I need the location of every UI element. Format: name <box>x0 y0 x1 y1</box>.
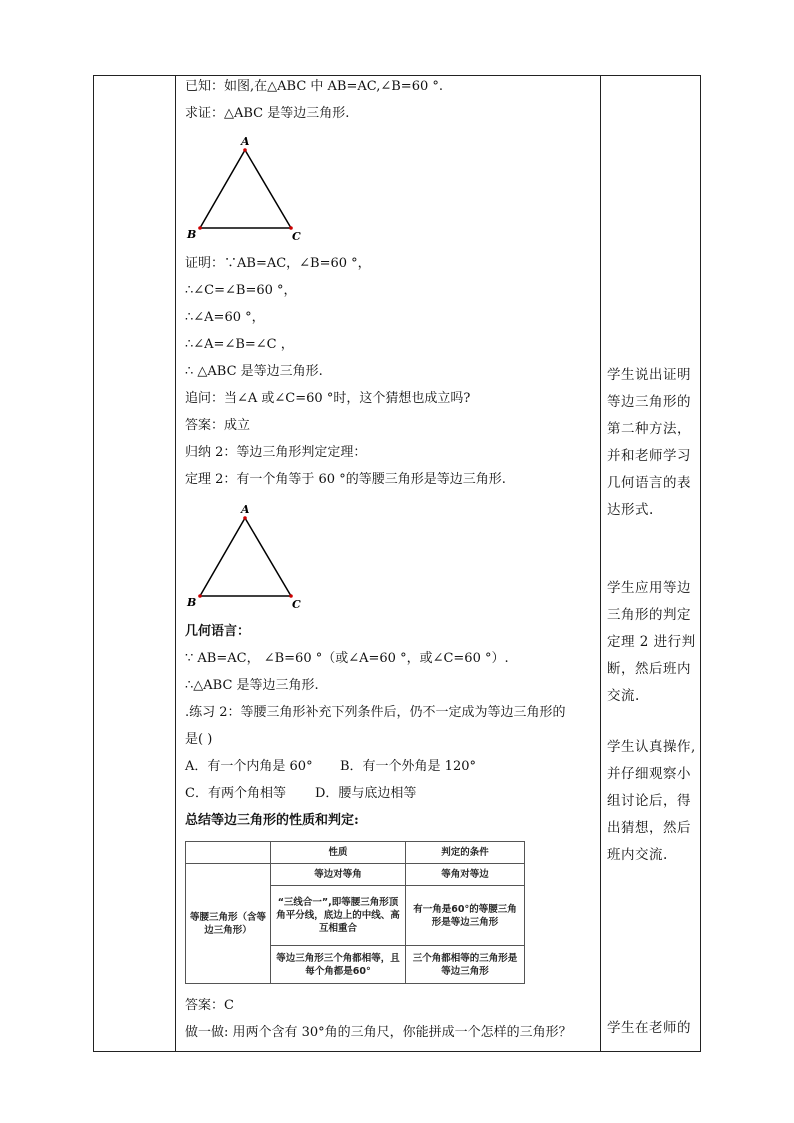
side-note-line: 达形式. <box>607 502 654 518</box>
side-note-apply-theorem <box>607 575 699 710</box>
side-note-line: 学生认真操作, <box>607 739 696 755</box>
proof-line: ∴∠C=∠B=60 °， <box>185 283 297 298</box>
side-note-line: 第二种方法， <box>607 421 691 437</box>
summary-title: 总结等边三角形的性质和判定: <box>185 813 359 828</box>
side-note-teacher <box>607 1015 699 1042</box>
side-note-line: 班内交流. <box>607 847 668 863</box>
induction-title: 归纳 2：等边三角形判定定理： <box>185 445 367 460</box>
side-note-line: 学生应用等边 <box>607 580 691 596</box>
exercise-question: .练习 2：等腰三角形补充下列条件后，仍不一定成为等边三角形的 <box>185 705 566 720</box>
exercise-question-cont: 是( ) <box>185 732 213 747</box>
geometry-language-title: 几何语言： <box>185 624 251 639</box>
vertex-label-b: B <box>187 596 197 609</box>
given-statement: 已知：如图,在△ABC 中 AB=AC,∠B=60 °. <box>185 79 444 94</box>
answer-line: 答案：C <box>185 998 234 1013</box>
followup-answer: 答案：成立 <box>185 418 251 433</box>
vertex-label-b: B <box>187 228 197 241</box>
triangle-figure-2 <box>185 503 315 613</box>
side-note-line: 定理 2 进行判 <box>607 634 696 650</box>
proof-line: ∴∠A=∠B=∠C ， <box>185 337 294 352</box>
side-note-line: 学生在老师的 <box>607 1020 691 1036</box>
side-note-line: 并仔细观察小 <box>607 766 691 782</box>
proof-line: 证明：∵AB=AC，∠B=60 °， <box>185 256 371 271</box>
table-row-label: 等腰三角形（含等边三角形） <box>186 864 271 984</box>
column-divider-left <box>175 75 176 1052</box>
option-c: C．有两个角相等 <box>185 786 286 801</box>
proof-line: ∴∠A=60 °， <box>185 310 265 325</box>
option-a: A．有一个内角是 60° <box>185 759 313 774</box>
prove-statement: 求证：△ABC 是等边三角形. <box>185 106 350 121</box>
table-cell: “三线合一”,即等腰三角形顶角平分线，底边上的中线、高互相重合 <box>271 886 406 946</box>
table-header-criteria: 判定的条件 <box>406 842 525 864</box>
table-cell: 等边对等角 <box>271 864 406 886</box>
side-note-line: 几何语言的表 <box>607 475 691 491</box>
geometry-language-line: ∴△ABC 是等边三角形. <box>185 678 319 693</box>
summary-table <box>185 841 525 984</box>
table-header-properties: 性质 <box>271 842 406 864</box>
table-cell: 三个角都相等的三角形是等边三角形 <box>406 946 525 984</box>
column-divider-right <box>600 75 601 1052</box>
option-b: B．有一个外角是 120° <box>340 759 476 774</box>
proof-line: ∴ △ABC 是等边三角形. <box>185 364 323 379</box>
side-note-line: 出猜想，然后 <box>607 820 691 836</box>
side-note-operation <box>607 734 699 869</box>
vertex-label-a: A <box>241 135 250 148</box>
side-note-line: 等边三角形的 <box>607 394 691 410</box>
side-note-line: 交流. <box>607 688 640 704</box>
vertex-label-c: C <box>292 598 301 611</box>
option-d: D．腰与底边相等 <box>315 786 417 801</box>
do-it-activity: 做一做: 用两个含有 30°角的三角尺，你能拼成一个怎样的三角形？ <box>185 1025 572 1040</box>
side-note-line: 并和老师学习 <box>607 448 691 464</box>
geometry-language-line: ∵ AB=AC， ∠B=60 °（或∠A=60 °，或∠C=60 °）. <box>185 651 509 666</box>
table-cell: 等边三角形三个角都相等，且每个角都是60° <box>271 946 406 984</box>
vertex-label-a: A <box>241 503 250 516</box>
theorem-statement: 定理 2：有一个角等于 60 °的等腰三角形是等边三角形. <box>185 472 506 487</box>
side-note-line: 断，然后班内 <box>607 661 691 677</box>
side-note-proof-method <box>607 362 699 524</box>
triangle-figure-1 <box>185 135 315 245</box>
side-note-line: 学生说出证明 <box>607 367 691 383</box>
side-note-line: 组讨论后，得 <box>607 793 691 809</box>
table-cell: 等角对等边 <box>406 864 525 886</box>
table-cell: 有一角是60°的等腰三角形是等边三角形 <box>406 886 525 946</box>
side-note-line: 三角形的判定 <box>607 607 691 623</box>
vertex-label-c: C <box>292 230 301 243</box>
followup-question: 追问：当∠A 或∠C=60 °时，这个猜想也成立吗? <box>185 391 471 406</box>
